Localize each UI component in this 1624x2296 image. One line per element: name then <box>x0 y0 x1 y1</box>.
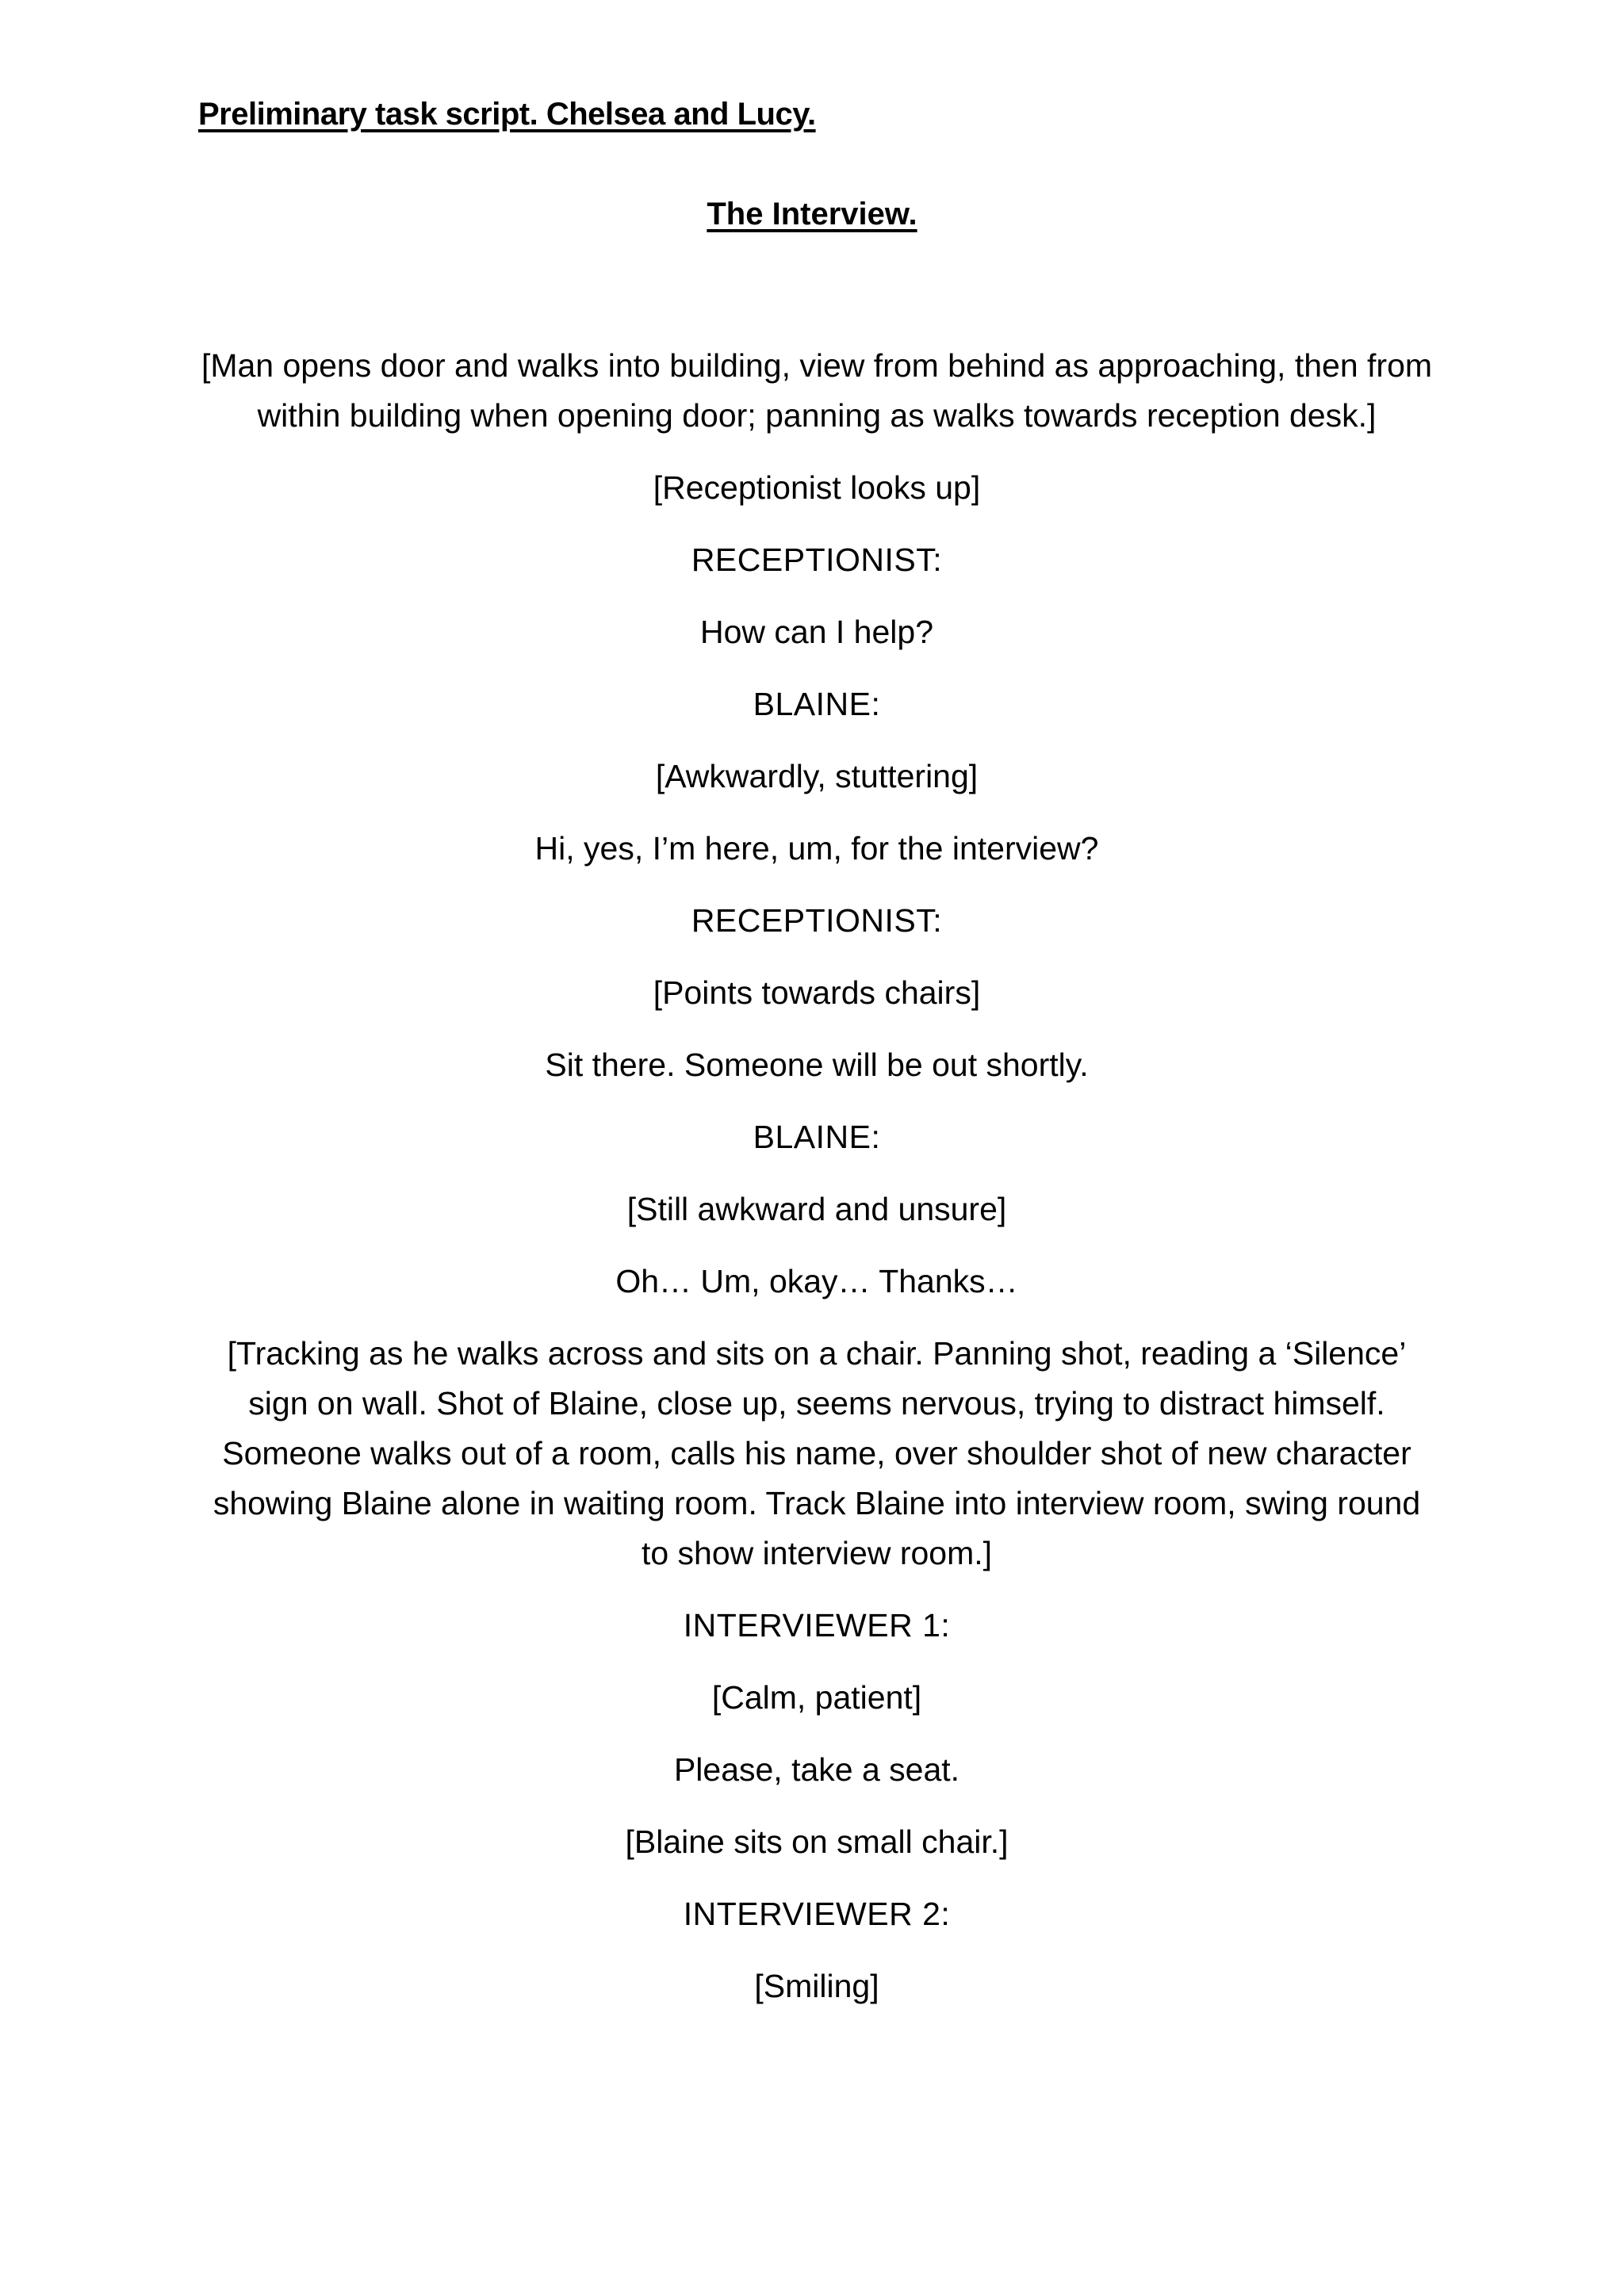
stage-direction: [Blaine sits on small chair.] <box>625 1823 1009 1860</box>
speaker-name: INTERVIEWER 1: <box>683 1607 951 1644</box>
speaker-name: RECEPTIONIST: <box>691 541 943 578</box>
stage-direction: [Still awkward and unsure] <box>626 1191 1007 1227</box>
document-title: Preliminary task script. Chelsea and Lucy. <box>198 97 816 132</box>
speaker-name: BLAINE: <box>753 1119 881 1155</box>
stage-direction: [Points towards chairs] <box>653 974 981 1011</box>
stage-direction: [Awkwardly, stuttering] <box>655 758 979 794</box>
dialogue-line: Sit there. Someone will be out shortly. <box>545 1047 1089 1083</box>
stage-direction: [Receptionist looks up] <box>653 469 981 506</box>
stage-direction: [Man opens door and walks into building, view from behind as approaching, then from within building when opening door; panning as walks towards reception desk.] <box>201 347 1433 434</box>
speaker-name: BLAINE: <box>753 686 881 722</box>
script-body <box>198 341 1435 2034</box>
speaker-name: INTERVIEWER 2: <box>683 1896 951 1932</box>
dialogue-line: Hi, yes, I’m here, um, for the interview? <box>534 830 1099 867</box>
stage-direction: [Calm, patient] <box>711 1679 922 1716</box>
stage-direction: [Tracking as he walks across and sits on a chair. Panning shot, reading a ‘Silence’ sign on wall. Shot of Blaine, close up, seems nervous, trying to distract himself. Someone walks out of a room, calls his name, over shoulder shot of new character showing Blaine alone in waiting room. Track Blaine into interview room, swing round to show interview room.] <box>213 1335 1421 1571</box>
dialogue-line: Oh… Um, okay… Thanks… <box>615 1263 1018 1299</box>
dialogue-line: Please, take a seat. <box>673 1751 960 1788</box>
dialogue-line: How can I help? <box>699 614 933 650</box>
stage-direction: [Smiling] <box>754 1968 879 2004</box>
speaker-name: RECEPTIONIST: <box>691 902 943 939</box>
scene-title: The Interview. <box>707 197 917 232</box>
